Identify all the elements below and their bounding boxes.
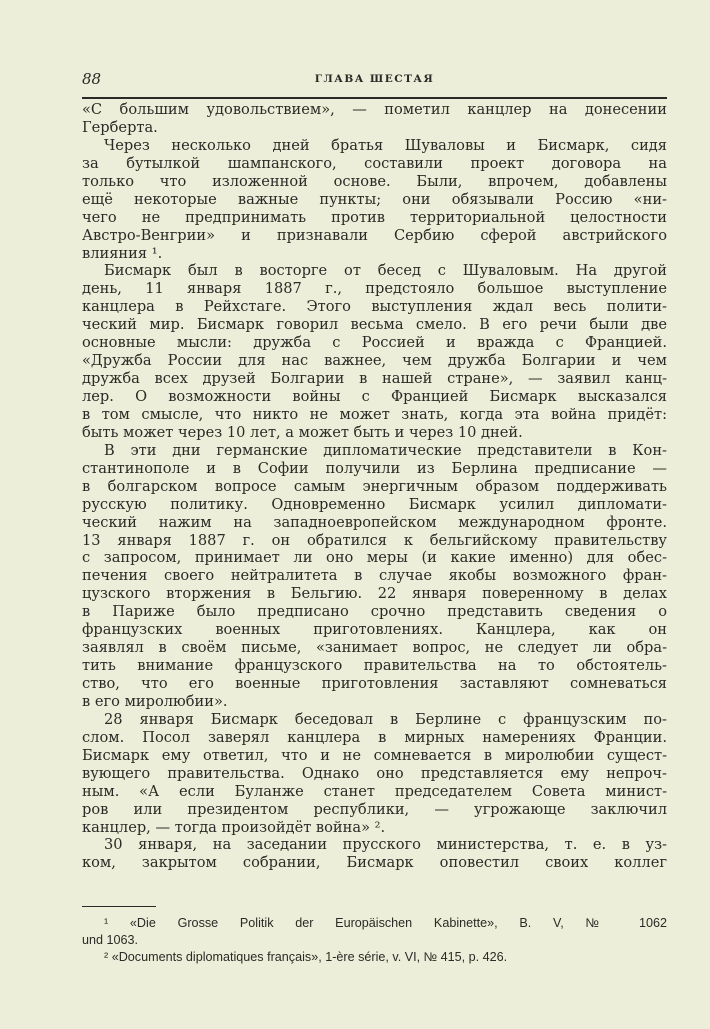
footnote-rule bbox=[82, 906, 156, 907]
header-rule bbox=[82, 97, 667, 99]
text-line: стантинополе и в Софии получили из Берлина предписание — bbox=[82, 459, 667, 477]
text-line: канцлер, — тогда произойдёт война» ². bbox=[82, 818, 386, 836]
text-line: быть может через 10 лет, а может быть и через 10 дней. bbox=[82, 423, 523, 441]
footnotes bbox=[82, 915, 667, 966]
body-text bbox=[82, 101, 667, 872]
text-line: французских военных приготовлениях. Канцлера, как он bbox=[82, 621, 667, 639]
text-line: заявлял в своём письме, «занимает вопрос, не следует ли обра- bbox=[82, 639, 667, 657]
footnote-line: ¹ «Die Grosse Politik der Europäischen Kabinette», B. V, № 1062 bbox=[104, 916, 667, 930]
paragraph bbox=[82, 836, 667, 872]
text-line: в болгарском вопросе самым энергичным образом поддерживать bbox=[82, 477, 667, 495]
text-line: В эти дни германские дипломатические представители в Кон- bbox=[104, 441, 667, 459]
text-line: печения своего нейтралитета в случае якобы возможного фран- bbox=[82, 567, 667, 585]
text-line: 13 января 1887 г. он обратился к бельгийскому правительству bbox=[82, 531, 667, 549]
text-line: ным. «А если Буланже станет председателем Совета минист- bbox=[82, 782, 667, 800]
text-line: слом. Посол заверял канцлера в мирных намерениях Франции. bbox=[82, 728, 667, 746]
text-line: лер. О возможности войны с Францией Бисмарк высказался bbox=[82, 388, 667, 405]
text-line: Австро-Венгрии» и признавали Сербию сферой австрийского bbox=[82, 226, 667, 244]
text-line: канцлера в Рейхстаге. Этого выступления ждал весь полити- bbox=[82, 298, 667, 316]
text-line: тить внимание французского правительства на то обстоятель- bbox=[82, 657, 667, 675]
text-line: вующего правительства. Однако оно представляется ему непроч- bbox=[82, 764, 667, 782]
page-number: 88 bbox=[82, 70, 102, 88]
footnote bbox=[82, 915, 667, 949]
text-line: ров или президентом республики, — угрожающе заключил bbox=[82, 800, 667, 818]
paragraph bbox=[82, 262, 667, 441]
paragraph bbox=[82, 442, 667, 711]
text-line: цузского вторжения в Бельгию. 22 января поверенному в делах bbox=[82, 585, 667, 603]
text-line: основные мысли: дружба с Россией и вражда с Францией. bbox=[82, 334, 667, 352]
paragraph bbox=[82, 711, 667, 837]
text-line: только что изложенной основе. Были, впрочем, добавлены bbox=[82, 172, 667, 190]
footnote-line: und 1063. bbox=[82, 933, 139, 947]
text-line: в том смысле, что никто не может знать, когда эта война придёт: bbox=[82, 405, 667, 423]
text-line: дружба всех друзей Болгарии в нашей стране», — заявил канц- bbox=[82, 370, 667, 388]
text-line: ком, закрытом собрании, Бисмарк оповестил своих коллег bbox=[82, 854, 667, 872]
paragraph bbox=[82, 137, 667, 263]
text-line: ещё некоторые важные пункты; они обязывали Россию «ни- bbox=[82, 190, 667, 208]
footnote bbox=[82, 949, 667, 966]
text-line: Герберта. bbox=[82, 118, 158, 136]
text-line: в его миролюбии». bbox=[82, 692, 228, 710]
text-line: ческий мир. Бисмарк говорил весьма смело. В его речи были две bbox=[82, 316, 667, 334]
text-line: «С большим удовольствием», — пометил канцлер на донесении bbox=[82, 101, 667, 118]
text-line: русскую политику. Одновременно Бисмарк усилил дипломати- bbox=[82, 495, 667, 513]
text-line: влияния ¹. bbox=[82, 244, 163, 262]
text-line: Бисмарк был в восторге от бесед с Шуваловым. На другой bbox=[104, 262, 667, 280]
text-line: в Париже было предписано срочно представить сведения о bbox=[82, 603, 667, 621]
running-head: ГЛАВА ШЕСТАЯ bbox=[314, 73, 435, 85]
text-line: день, 11 января 1887 г., предстояло большое выступление bbox=[82, 280, 667, 298]
footnote-line: ² «Documents diplomatiques français», 1-ère série, v. VI, № 415, p. 426. bbox=[104, 950, 508, 964]
text-line: с запросом, принимает ли оно меры (и какие именно) для обес- bbox=[82, 549, 667, 567]
page-header bbox=[82, 70, 667, 92]
text-line: 30 января, на заседании прусского министерства, т. е. в уз- bbox=[104, 836, 667, 854]
text-line: за бутылкой шампанского, составили проект договора на bbox=[82, 154, 667, 172]
text-line: чего не предпринимать против территориальной целостности bbox=[82, 208, 667, 226]
text-line: Бисмарк ему ответил, что и не сомневается в миролюбии сущест- bbox=[82, 746, 667, 764]
text-line: ческий нажим на западноевропейском международном фронте. bbox=[82, 513, 667, 531]
text-line: ство, что его военные приготовления заставляют сомневаться bbox=[82, 675, 667, 692]
paragraph bbox=[82, 101, 667, 137]
text-line: «Дружба России для нас важнее, чем дружба Болгарии и чем bbox=[82, 352, 667, 370]
text-line: 28 января Бисмарк беседовал в Берлине с французским по- bbox=[104, 710, 667, 728]
text-line: Через несколько дней братья Шуваловы и Бисмарк, сидя bbox=[104, 136, 667, 154]
